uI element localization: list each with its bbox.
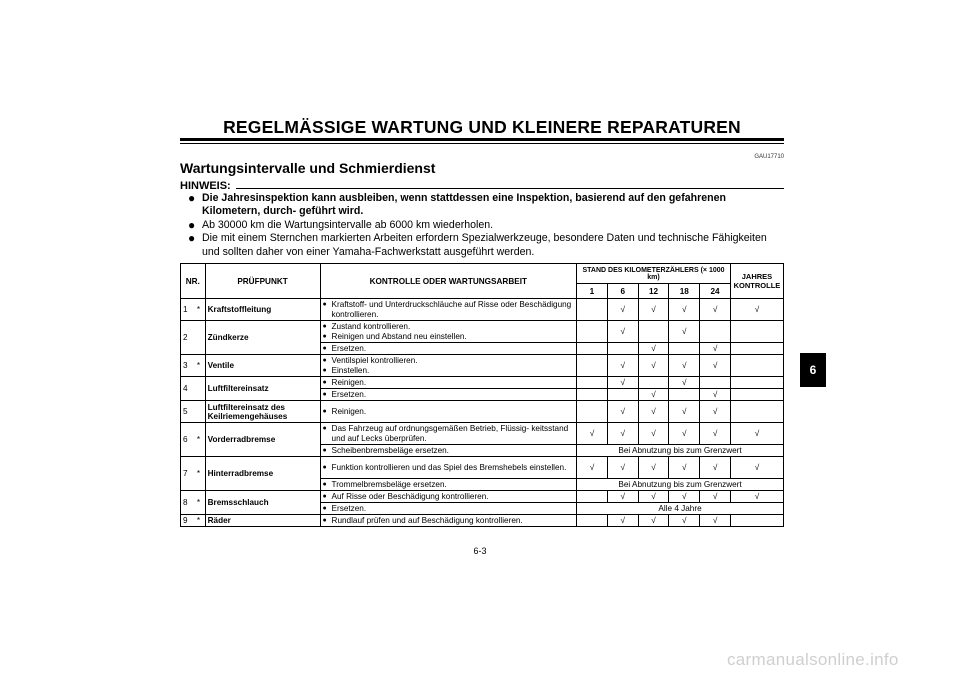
title-rule: [180, 138, 784, 141]
odometer-check: [577, 515, 608, 527]
special-tool-star: *: [195, 299, 205, 321]
interval-note: Bei Abnutzung bis zum Grenzwert: [577, 479, 784, 491]
odometer-check: [607, 343, 638, 355]
special-tool-star: *: [195, 355, 205, 377]
table-row: [181, 321, 784, 343]
odometer-check: √: [700, 515, 731, 527]
odometer-check: √: [607, 401, 638, 423]
header-odo-col: 12: [638, 284, 669, 299]
bullet-icon: ●: [322, 378, 327, 386]
header-odo-col: 24: [700, 284, 731, 299]
special-tool-star: [195, 321, 205, 355]
hinweis-rule: [236, 188, 784, 189]
bullet-icon: ●: [322, 504, 327, 512]
bullet-icon: ●: [322, 492, 327, 500]
check-item: Bremsschlauch: [205, 491, 320, 515]
odometer-check: [669, 343, 700, 355]
task-cell: [320, 321, 577, 343]
annual-check: √: [730, 491, 783, 503]
chapter-tab: 6: [800, 353, 826, 387]
header-odo-col: 6: [607, 284, 638, 299]
document-code: GAU17710: [754, 154, 784, 160]
bullet-icon: ●: [322, 344, 327, 352]
task-cell: [320, 479, 577, 491]
row-number: 6: [181, 423, 195, 457]
odometer-check: √: [638, 423, 669, 445]
row-number: 4: [181, 377, 195, 401]
annual-check: [730, 343, 783, 355]
title-rule-thin: [180, 143, 784, 144]
odometer-check: √: [638, 299, 669, 321]
bullet-icon: ●: [322, 332, 327, 340]
odometer-check: √: [700, 423, 731, 445]
bullet-icon: ●: [322, 322, 327, 330]
interval-note: Bei Abnutzung bis zum Grenzwert: [577, 445, 784, 457]
row-number: 5: [181, 401, 195, 423]
annual-check: [730, 515, 783, 527]
maintenance-table: [180, 263, 784, 527]
odometer-check: √: [700, 299, 731, 321]
odometer-check: √: [577, 457, 608, 479]
task-text: Funktion kontrollieren und das Spiel des Bremshebels einstellen.: [331, 462, 567, 472]
note-item: ● Die Jahresinspektion kann ausbleiben, wenn stattdessen eine Inspektion, basierend auf den gefahrenen Kilometern, durch- geführt wird.: [188, 191, 726, 218]
odometer-check: [577, 389, 608, 401]
odometer-check: [700, 321, 731, 343]
odometer-check: √: [607, 491, 638, 503]
page-number: 6-3: [473, 546, 487, 556]
bullet-icon: ●: [322, 463, 327, 471]
row-number: 2: [181, 321, 195, 355]
odometer-check: [577, 491, 608, 503]
watermark: carmanualsonline.info: [727, 650, 899, 669]
bullet-icon: ●: [322, 480, 327, 488]
odometer-check: √: [669, 355, 700, 377]
odometer-check: √: [638, 515, 669, 527]
bullet-icon: ●: [322, 407, 327, 415]
check-item: Luftfiltereinsatz: [205, 377, 320, 401]
task-cell: [320, 389, 577, 401]
task-text: Auf Risse oder Beschädigung kontrollieren.: [331, 491, 489, 501]
task-text: Reinigen und Abstand neu einstellen.: [331, 331, 467, 341]
odometer-check: √: [607, 377, 638, 389]
bullet-icon: ●: [322, 516, 327, 524]
task-cell: [320, 491, 577, 503]
bullet-icon: ●: [322, 356, 327, 364]
row-number: 7: [181, 457, 195, 491]
table-row: [181, 401, 784, 423]
task-cell: [320, 343, 577, 355]
header-nr: NR.: [181, 264, 206, 299]
odometer-check: √: [669, 423, 700, 445]
task-text: Ersetzen.: [331, 503, 367, 513]
header-odo-col: 18: [669, 284, 700, 299]
odometer-check: √: [638, 343, 669, 355]
table-row: [181, 299, 784, 321]
note-item: ● Die mit einem Sternchen markierten Arbeiten erfordern Spezialwerkzeuge, besondere Daten und technische Fähigkeiten und sollten daher von einer Yamaha-Fachwerkstatt ausgeführt werden.: [188, 231, 767, 258]
header-task: KONTROLLE ODER WARTUNGSARBEIT: [320, 264, 577, 299]
interval-note: Alle 4 Jahre: [577, 503, 784, 515]
task-text: Ventilspiel kontrollieren.: [331, 355, 418, 365]
table-row: [181, 491, 784, 503]
special-tool-star: *: [195, 423, 205, 457]
check-item: Luftfiltereinsatz des Keilriemengehäuses: [205, 401, 320, 423]
bullet-icon: ●: [188, 217, 196, 232]
odometer-check: √: [669, 377, 700, 389]
row-number: 9: [181, 515, 195, 527]
odometer-check: √: [577, 423, 608, 445]
task-text: Reinigen.: [331, 377, 367, 387]
odometer-check: √: [638, 401, 669, 423]
table-row: [181, 515, 784, 527]
annual-check: [730, 389, 783, 401]
task-text: Scheibenbremsbeläge ersetzen.: [331, 445, 449, 455]
row-number: 3: [181, 355, 195, 377]
bullet-icon: ●: [322, 366, 327, 374]
bullet-icon: ●: [322, 424, 327, 432]
odometer-check: √: [607, 515, 638, 527]
table-row: [181, 457, 784, 479]
task-text: Zustand kontrollieren.: [331, 321, 411, 331]
hinweis-notes: [188, 192, 784, 259]
odometer-check: √: [669, 321, 700, 343]
odometer-check: [577, 343, 608, 355]
section-title: Wartungsintervalle und Schmierdienst: [180, 160, 436, 176]
odometer-check: [577, 355, 608, 377]
task-cell: [320, 401, 577, 423]
odometer-check: √: [700, 389, 731, 401]
odometer-check: √: [669, 515, 700, 527]
odometer-check: √: [700, 491, 731, 503]
odometer-check: [577, 299, 608, 321]
task-cell: [320, 457, 577, 479]
task-text: Ersetzen.: [331, 343, 367, 353]
task-cell: [320, 299, 577, 321]
odometer-check: [669, 389, 700, 401]
odometer-check: √: [638, 355, 669, 377]
odometer-check: √: [607, 457, 638, 479]
check-item: Ventile: [205, 355, 320, 377]
task-cell: [320, 445, 577, 457]
row-number: 8: [181, 491, 195, 515]
annual-check: [730, 321, 783, 343]
special-tool-star: *: [195, 515, 205, 527]
annual-check: √: [730, 457, 783, 479]
table-row: [181, 355, 784, 377]
hinweis-label: HINWEIS:: [180, 180, 231, 192]
bullet-icon: ●: [322, 300, 327, 308]
odometer-check: √: [638, 389, 669, 401]
task-text: Ersetzen.: [331, 389, 367, 399]
odometer-check: [577, 401, 608, 423]
special-tool-star: *: [195, 457, 205, 491]
header-odo-col: 1: [577, 284, 608, 299]
note-item: ● Ab 30000 km die Wartungsintervalle ab 6000 km wiederholen.: [188, 217, 494, 232]
check-item: Zündkerze: [205, 321, 320, 355]
odometer-check: [700, 377, 731, 389]
check-item: Hinterradbremse: [205, 457, 320, 491]
odometer-check: √: [700, 401, 731, 423]
odometer-check: [638, 377, 669, 389]
task-text: Rundlauf prüfen und auf Beschädigung kontrollieren.: [331, 515, 523, 525]
check-item: Räder: [205, 515, 320, 527]
bullet-icon: ●: [322, 446, 327, 454]
special-tool-star: [195, 401, 205, 423]
check-item: Kraftstoffleitung: [205, 299, 320, 321]
odometer-check: √: [607, 355, 638, 377]
odometer-check: √: [669, 457, 700, 479]
annual-check: [730, 401, 783, 423]
odometer-check: √: [700, 343, 731, 355]
row-number: 1: [181, 299, 195, 321]
task-cell: [320, 515, 577, 527]
odometer-check: [607, 389, 638, 401]
odometer-check: √: [607, 423, 638, 445]
annual-check: [730, 377, 783, 389]
page-title: REGELMÄSSIGE WARTUNG UND KLEINERE REPARATUREN: [223, 117, 741, 137]
odometer-check: √: [669, 491, 700, 503]
odometer-check: √: [700, 457, 731, 479]
header-annual: JAHRES KONTROLLE: [730, 264, 783, 299]
bullet-icon: ●: [188, 191, 196, 205]
odometer-check: [638, 321, 669, 343]
odometer-check: √: [607, 299, 638, 321]
task-text: Kraftstoff- und Unterdruckschläuche auf Risse oder Beschädigung kontrollieren.: [331, 299, 572, 319]
task-text: Das Fahrzeug auf ordnungsgemäßen Betrieb, Flüssig- keitsstand und auf Lecks überprüfen.: [331, 423, 569, 443]
special-tool-star: [195, 377, 205, 401]
annual-check: [730, 355, 783, 377]
table-row: [181, 423, 784, 445]
task-text: Trommelbremsbeläge ersetzen.: [331, 479, 447, 489]
annual-check: √: [730, 423, 783, 445]
annual-check: √: [730, 299, 783, 321]
header-item: PRÜFPUNKT: [205, 264, 320, 299]
bullet-icon: ●: [322, 390, 327, 398]
odometer-check: √: [638, 491, 669, 503]
task-cell: [320, 377, 577, 389]
odometer-check: √: [607, 321, 638, 343]
table-row: [181, 377, 784, 389]
odometer-check: √: [638, 457, 669, 479]
odometer-check: [577, 321, 608, 343]
odometer-check: [577, 377, 608, 389]
task-cell: [320, 423, 577, 445]
odometer-check: √: [669, 401, 700, 423]
odometer-check: √: [700, 355, 731, 377]
check-item: Vorderradbremse: [205, 423, 320, 457]
task-cell: [320, 355, 577, 377]
task-text: Einstellen.: [331, 365, 370, 375]
bullet-icon: ●: [188, 231, 196, 246]
odometer-check: √: [669, 299, 700, 321]
special-tool-star: *: [195, 491, 205, 515]
task-cell: [320, 503, 577, 515]
task-text: Reinigen.: [331, 406, 367, 416]
header-odometer: STAND DES KILOMETERZÄHLERS (× 1000 km): [577, 264, 731, 284]
